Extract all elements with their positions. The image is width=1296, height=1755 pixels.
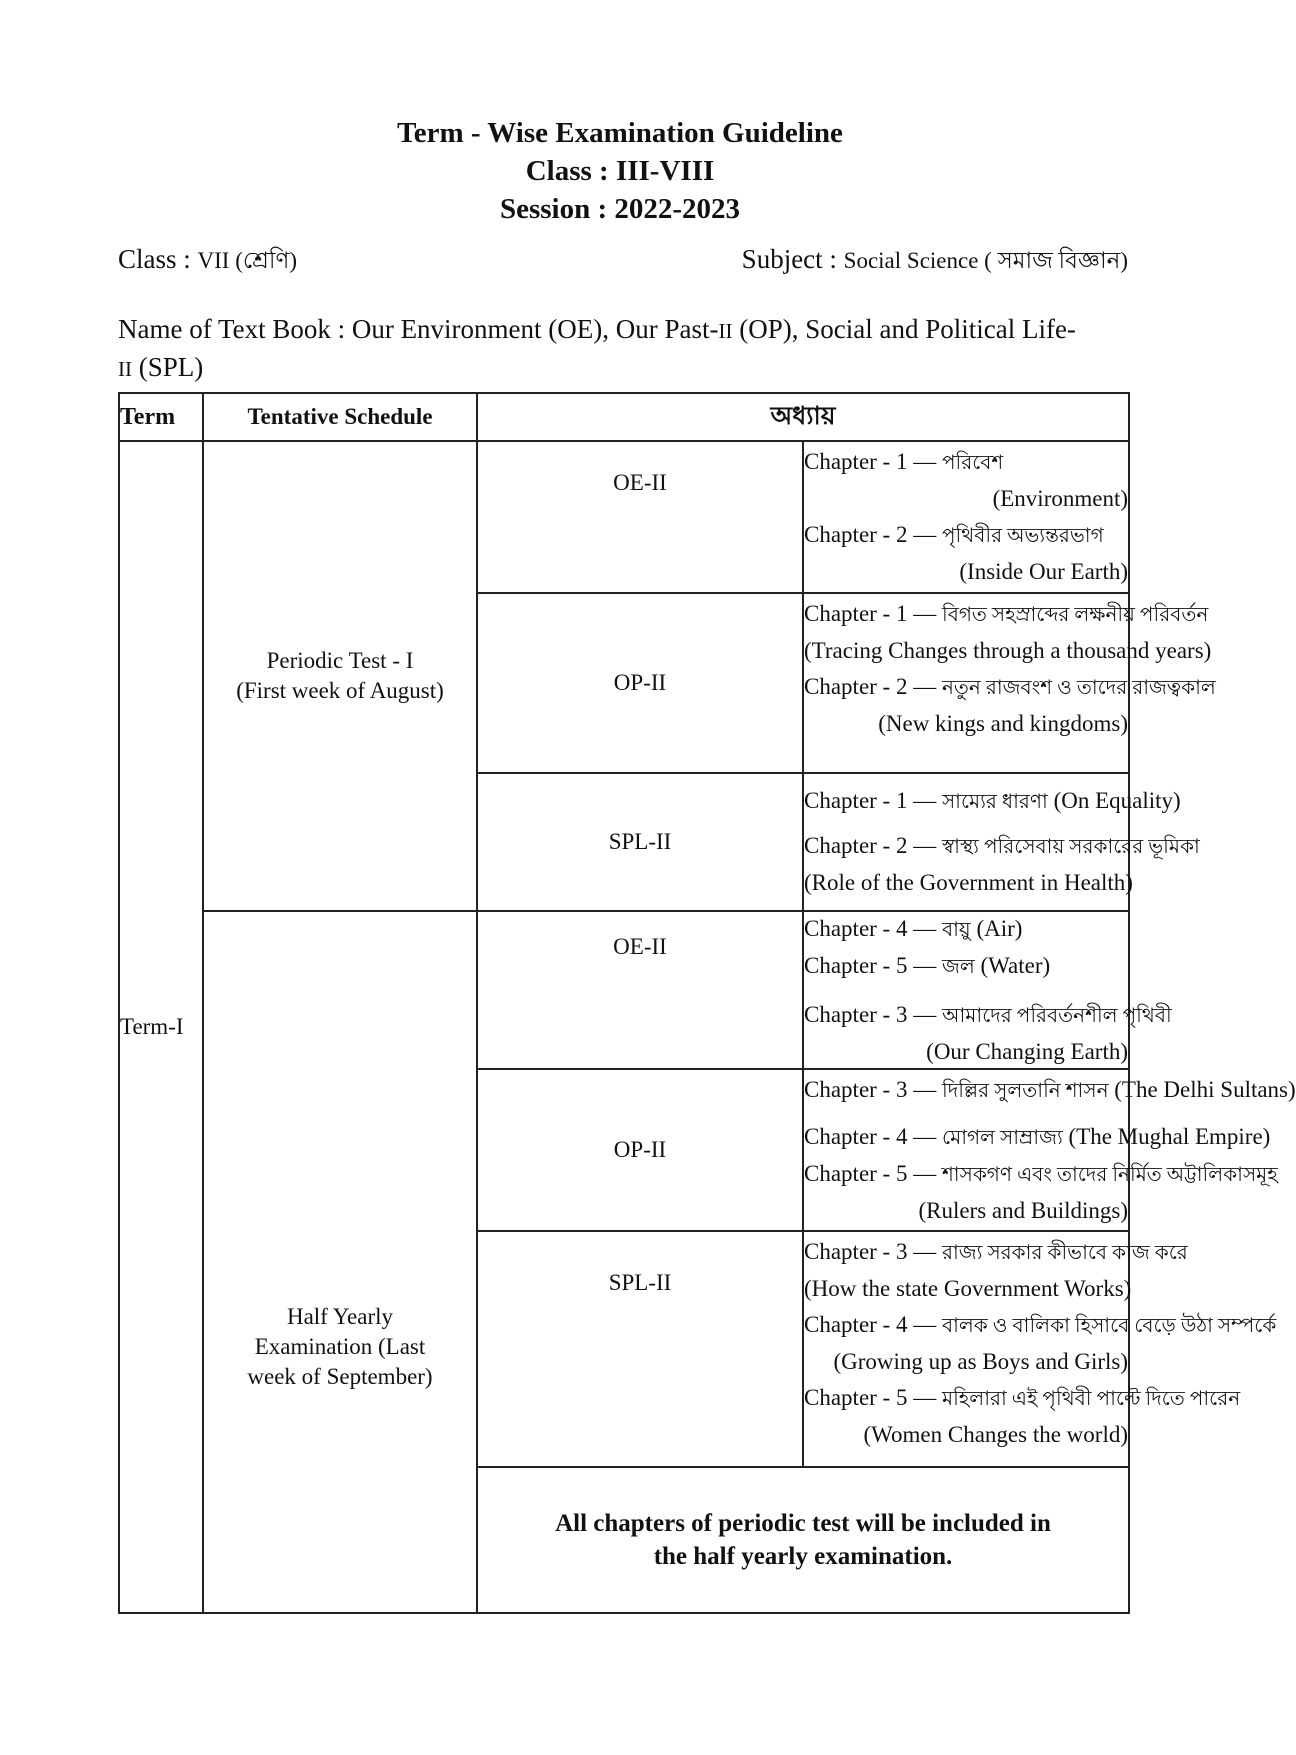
chapter-english: (Our Changing Earth) (926, 1038, 1128, 1064)
chapter-english: (Role of the Government in Health) (804, 870, 1133, 895)
book-op: OP-II (477, 593, 803, 773)
subject-label: Subject : (741, 244, 837, 274)
table-row (119, 441, 1129, 593)
class-info (118, 242, 297, 281)
chapter-line: Chapter - 5 — শাসকগণ এবং তাদের নির্মিত অট্টালিকাসমূহ (804, 1160, 1278, 1186)
chapter-line: Chapter - 2 — স্বাস্থ্য পরিসেবায় সরকারের ভূমিকা (804, 833, 1200, 858)
book-op: OP-II (477, 1069, 803, 1231)
textbook-roman-2: II (118, 357, 132, 381)
subject-info (742, 242, 1128, 281)
table-header-row (119, 393, 1129, 441)
chapter-english: (Growing up as Boys and Girls) (833, 1349, 1128, 1374)
chapter-line: Chapter - 3 — দিল্লির সুলতানি শাসন (The Delhi Sultans) (804, 1076, 1296, 1102)
chapter-english: (How the state Government Works) (804, 1276, 1132, 1301)
book-spl: SPL-II (477, 773, 803, 911)
chapter-line: Chapter - 1 — সাম্যের ধারণা (On Equality) (804, 788, 1181, 813)
chapters-cell (803, 441, 1129, 593)
chapter-english: (Environment) (992, 486, 1128, 511)
chapter-english: (New kings and kingdoms) (878, 711, 1128, 736)
chapter-line: Chapter - 3 — রাজ্য সরকার কীভাবে কাজ করে (804, 1239, 1188, 1264)
chapters-cell (803, 593, 1216, 773)
textbook-text-1: Name of Text Book : Our Environment (OE), Our Past- (118, 314, 719, 344)
exam-schedule-table (118, 392, 1296, 1614)
chapters-cell (803, 773, 1200, 911)
chapter-line: Chapter - 4 — বালক ও বালিকা হিসাবে বেড়ে উঠা সম্পর্কে (804, 1312, 1277, 1337)
schedule-hy-line3: week of September) (247, 1364, 433, 1389)
chapter-line: Chapter - 1 — বিগত সহস্রাব্দের লক্ষনীয় পরিবর্তন (804, 601, 1209, 626)
chapters-cell (803, 1231, 1277, 1467)
term-cell: Term-I (119, 441, 203, 1613)
chapter-english: (Tracing Changes through a thousand years) (804, 638, 1212, 663)
document-heading (0, 114, 1240, 228)
inclusion-note (477, 1467, 1129, 1613)
chapters-cell (803, 1069, 1296, 1231)
note-line2: the half yearly examination. (653, 1543, 953, 1570)
chapter-english: (Rulers and Buildings) (918, 1197, 1128, 1223)
textbook-names (118, 311, 1128, 387)
schedule-periodic (203, 441, 477, 911)
document-title: Term - Wise Examination Guideline (397, 117, 843, 149)
schedule-periodic-line2: (First week of August) (236, 678, 444, 703)
book-spl: SPL-II (477, 1231, 803, 1467)
chapter-line: Chapter - 2 — পৃথিবীর অভ্যন্তরভাগ (804, 522, 1104, 547)
chapter-line: Chapter - 5 — মহিলারা এই পৃথিবী পাল্টে দিতে পারেন (804, 1385, 1241, 1410)
textbook-roman-1: II (718, 319, 733, 343)
class-label: Class : (118, 244, 191, 274)
header-term: Term (119, 393, 203, 441)
chapter-line: Chapter - 4 — বায়ু (Air) (804, 915, 1023, 941)
schedule-hy-line2: Examination (Last (254, 1334, 426, 1359)
header-schedule: Tentative Schedule (203, 393, 477, 441)
class-value: VII (শ্রেণি) (197, 248, 298, 273)
subject-value: Social Science ( সমাজ বিজ্ঞান) (843, 248, 1128, 273)
chapter-line: Chapter - 5 — জল (Water) (804, 952, 1051, 978)
session: Session : 2022-2023 (499, 193, 741, 225)
schedule-periodic-line1: Periodic Test - I (266, 648, 414, 673)
chapter-line: Chapter - 2 — নতুন রাজবংশ ও তাদের রাজত্বকাল (804, 674, 1216, 699)
book-oe: OE-II (477, 911, 803, 1069)
textbook-text-3: (SPL) (132, 352, 204, 382)
chapter-line: Chapter - 4 — মোগল সাম্রাজ্য (The Mughal Empire) (804, 1123, 1271, 1149)
textbook-text-2: (OP), Social and Political Life- (732, 314, 1076, 344)
chapter-line: Chapter - 3 — আমাদের পরিবর্তনশীল পৃথিবী (804, 1001, 1172, 1027)
schedule-half-yearly (203, 911, 477, 1613)
chapter-line: Chapter - 1 — পরিবেশ (804, 449, 1004, 474)
chapter-english: (Women Changes the world) (863, 1422, 1128, 1447)
table-row (119, 911, 1129, 1069)
note-line1: All chapters of periodic test will be included in (555, 1510, 1051, 1537)
chapter-english: (Inside Our Earth) (959, 559, 1128, 584)
book-oe: OE-II (477, 441, 803, 593)
class-range: Class : III-VIII (525, 155, 715, 187)
header-chapters: অধ্যায় (477, 393, 1129, 441)
schedule-hy-line1: Half Yearly (286, 1304, 394, 1329)
chapters-cell (803, 911, 1172, 1069)
